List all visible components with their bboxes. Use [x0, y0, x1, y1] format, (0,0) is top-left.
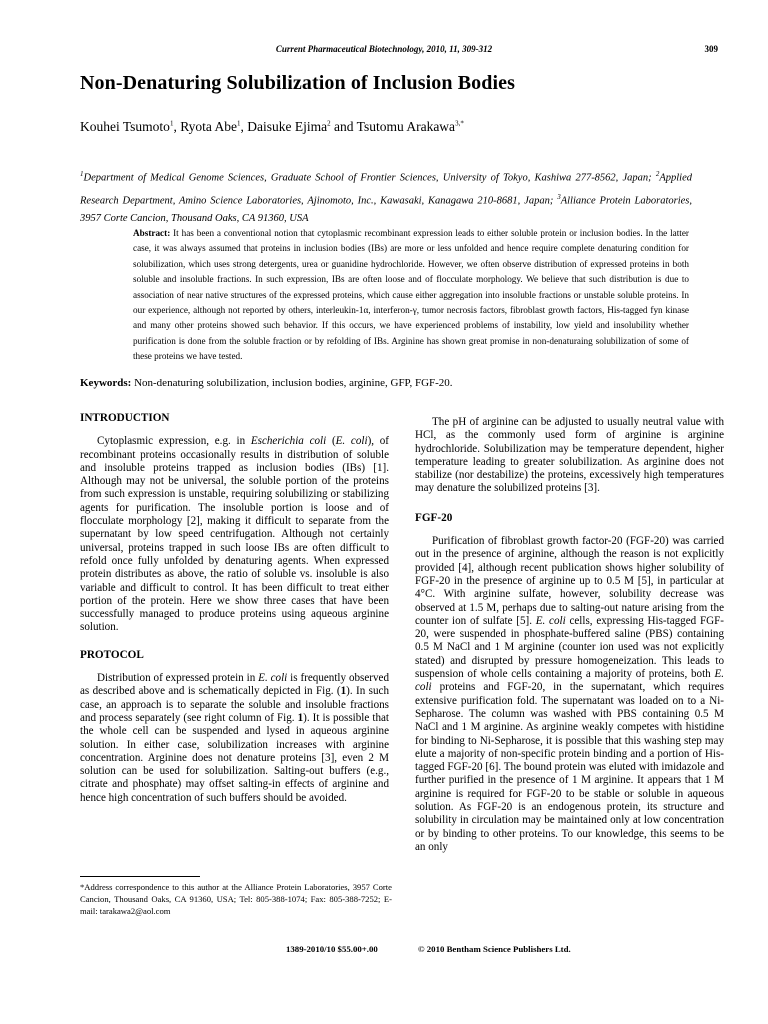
introduction-paragraph: Cytoplasmic expression, e.g. in Escherichia coli (E. coli), of recombinant proteins occasionally results in distribution of soluble and insoluble proteins trapped as inclusion bodies (IBs) [1]. Although may not be universal, the soluble portion of the proteins from such expression is unstable, requiring solubilizing or stabilizing agents for purification. The insoluble portion is loose and of flocculate morphology [2], making it difficult to separate from the supernatant by low speed centrifugation. Although not certainly universal, proteins trapped in such loose IBs are often difficult to refold once fully unfolded by denaturing agents. When expressed protein distributes as above, the ratio of soluble vs. insoluble is also variable and difficult to control. It has been difficult to treat either portion of the protein. Here we show three cases that have been successfully managed to produce proteins using aqueous arginine solution. [80, 435, 389, 634]
right-column [415, 416, 724, 854]
author-name: Kouhei Tsumoto [80, 119, 170, 134]
keywords [80, 377, 453, 389]
affiliation-marker: 3 [557, 192, 561, 201]
author-name: Daisuke Ejima [247, 119, 328, 134]
affiliation-text: Department of Medical Genome Sciences, Graduate School of Frontier Sciences, University of Tokyo, Kashiwa 277-8562, Japan; [83, 172, 656, 184]
abstract-text: It has been a conventional notion that cytoplasmic recombinant expression leads to either soluble protein or inclusion bodies. In the latter case, it was always assumed that proteins in inclusion bodies (IBs) are more or less unfolded and hence require complete denaturing condition for solubilization, which uses strong detergents, urea or guanidine hydrochloride. However, we often observe distribution of expressed proteins in both soluble and insoluble fractions. In such expression, IBs are often loose and of flocculate morphology. We believe that such distribution is due to association of near native structures of the expressed proteins, which cause either aggregation into insoluble fractions or unstable soluble proteins. In our experience, although not reported by others, interleukin-1α, interferon-γ, tumor necrosis factors, fibroblast growth factors, His-tagged fyn kinase and many other proteins showed such behavior. If this occurs, we have experienced problems of instability, low yield and insolubility whether purification is done from the soluble fraction or by refolding of IBs. Arginine has shown great promise in non-denaturaing solubilization of some of these proteins we have tested. [133, 228, 689, 362]
author-affiliation-marker: 3,* [455, 119, 464, 128]
paper-title: Non-Denaturing Solubilization of Inclusion Bodies [80, 72, 515, 94]
section-heading-protocol: PROTOCOL [80, 648, 144, 661]
footnote-divider [80, 876, 200, 877]
journal-header: Current Pharmaceutical Biotechnology, 2010, 11, 309-312 [275, 44, 493, 54]
fgf-20-paragraph: Purification of fibroblast growth factor-20 (FGF-20) was carried out in the presence of arginine, although the reason is not explicitly provided [4], although recent publication shows higher solubility of FGF-20 in the presence of arginine up to 0.5 M [5], in particular at 4°C. With arginine sulfate, however, solubility decrease was observed at 1.5 M, perhaps due to salting-out nature arising from the counter ion of sulfate [5]. E. coli cells, expressing His-tagged FGF-20, were suspended in phosphate-buffered saline (PBS) containing 0.5 M NaCl and 1 M arginine (counter ion used was not explicitly stated) and disrupted by pressure homogeneization. This leads to suspension of whole cells containing a majority of proteins, both E. coli proteins and FGF-20, in the supernatant, which requires extensive purification fold. The supernatant was loaded on to a Ni-Sepharose. The column was washed with PBS containing 0.5 M NaCl and 1 M arginine. As arginine weakly competes with histidine for binding to Ni-Sepharose, it is possible that this washing step may elute a majority of non-specific protein binding and a portion of His-tagged FGF-20 [6]. The bound protein was eluted with imidazole and further purified in the presence of 1 M arginine. It appears that 1 M arginine is required for FGF-20 to be stable or soluble in aqueous solution. As FGF-20 is an endogenous protein, its structure and solubility in circulation may be maintained only at low concentration or by binding to other proteins. To our knowledge, this seems to be an only [415, 535, 724, 853]
abstract [133, 226, 689, 365]
issn-price: 1389-2010/10 $55.00+.00 [286, 944, 378, 954]
section-heading-fgf-20: FGF-20 [415, 511, 453, 524]
protocol-paragraph: Distribution of expressed protein in E. coli is frequently observed as described above and is schematically depicted in Fig. (1). In such case, an approach is to separate the soluble and insoluble fractions and process separately (see right column of Fig. 1). It is possible that the whole cell can be suspended and lysed in aqueous arginine solution. In either case, solubilization increases with arginine concentration. Arginine does not denature proteins [3], even 2 M solution can be used for solubilization. Salting-out buffers (e.g., citrate and phosphate) may offset salting-in effects of arginine and hence high concentration of such buffers should be avoided. [80, 672, 390, 804]
author-list: Kouhei Tsumoto$^1$, Ryota Abe$^1$, Daisuke Ejima$^2$ and Tsutomu Arakawa$^{3,*}$ [80, 119, 464, 134]
keywords-label: Keywords: [80, 377, 132, 389]
affiliation-text: Applied Research Department, Amino Science Laboratories, Ajinomoto, Inc., Kawasaki, Kanagawa 210-8681, Japan; [80, 172, 692, 206]
affiliation-text: Alliance Protein Laboratories, 3957 Corte Cancion, Thousand Oaks, CA 91360, USA [80, 195, 693, 224]
left-column [80, 412, 389, 805]
arginine-ph-paragraph: The pH of arginine can be adjusted to usually neutral value with HCl, as the commonly used form of arginine is arginine hydrochloride. Solubilization may be temperature dependent, higher temperature leading to greater solubilization. As arginine does not stabilize (nor destabilize) the proteins, excessively high temperatures may denature the solubilized proteins [3]. [415, 416, 724, 495]
author-conjunction: and [334, 119, 354, 134]
author-affiliation-marker: 1 [169, 119, 174, 128]
affiliation-marker: 1 [80, 170, 84, 178]
abstract-label: Abstract: [133, 228, 171, 238]
copyright: © 2010 Bentham Science Publishers Ltd. [418, 944, 571, 954]
author-affiliation-marker: 1 [237, 119, 241, 128]
keywords-text: Non-denaturing solubilization, inclusion bodies, arginine, GFP, FGF-20. [131, 377, 453, 389]
author-affiliation-marker: 2 [327, 119, 331, 128]
author-name: Ryota Abe [180, 119, 238, 134]
correspondence-footnote: *Address correspondence to this author at the Alliance Protein Laboratories, 3957 Corte Cancion, Thousand Oaks, CA 91360, USA; Tel: 805-388-1074; Fax: 805-388-7252; E-mail: tarakawa2@aol.com [80, 882, 392, 916]
section-heading-introduction: INTRODUCTION [80, 412, 170, 424]
affiliations [80, 165, 692, 228]
affiliation-marker: 2 [655, 170, 660, 178]
page-number: 309 [704, 44, 718, 54]
author-name: Tsutomu Arakawa [356, 119, 456, 134]
